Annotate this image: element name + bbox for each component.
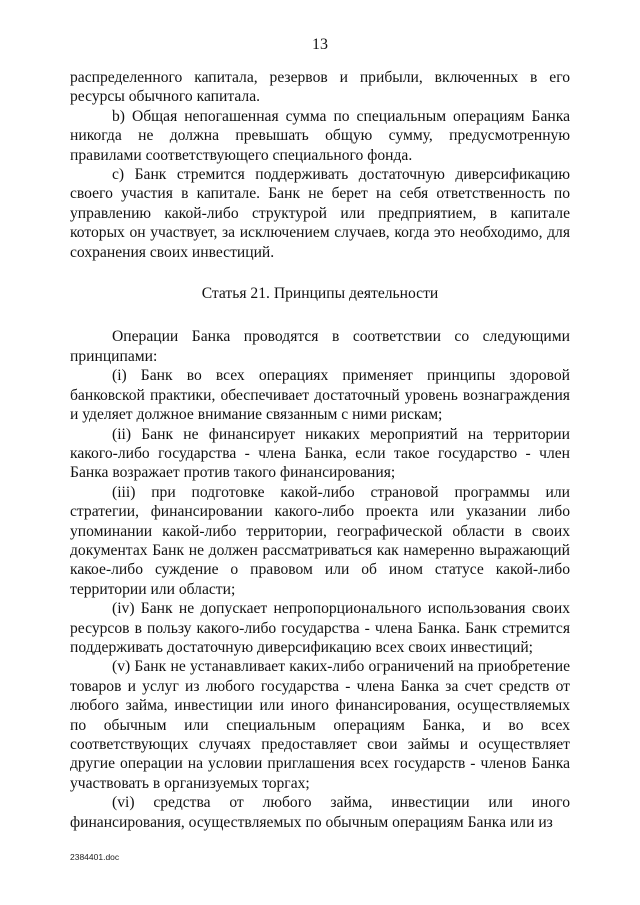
paragraph-c: c) Банк стремится поддерживать достаточную диверсификацию своего участия в капитале. Банк не берет на себя ответственность по управлению какой-либо структурой или предприятием, в капитале которых он участвует, за исключением случаев, когда это необходимо, для сохранения своих инвестиций. [70,166,570,261]
principle-item: (i) Банк во всех операциях применяет принципы здоровой банковской практики, обеспечивает достаточный уровень вознаграждения и уделяет должное внимание связанным с ними рискам; [70,367,570,424]
article-heading: Статья 21. Принципы деятельности [201,285,439,303]
principle-item: (v) Банк не устанавливает каких-либо ограничений на приобретение товаров и услуг из любого государства - члена Банка за счет средств от любого займа, инвестиции или иного финансирования, осуществляемых по обычным или специальным операциям Банка, и во всех соответствующих случаях предоставляет свои займы и осуществляет другие операции на условии приглашения всех государств - членов Банка участвовать в организуемых торгах; [70,658,570,792]
paragraph-continuation: распределенного капитала, резервов и прибыли, включенных в его ресурсы обычного капитала. [70,69,570,106]
principles-intro: Операции Банка проводятся в соответствии со следующими принципами: [70,328,570,365]
principle-item: (iii) при подготовке какой-либо страновой программы или стратегии, финансировании какого-либо проекта или указании либо упоминании какой-либо территории, географической области в своих документах Банк не должен рассматриваться как намеренно выражающий какое-либо суждение о правовом или об ином статусе какой-либо территории или области; [70,483,570,598]
document-body [70,68,570,832]
principle-item: (iv) Банк не допускает непропорционального использования своих ресурсов в пользу какого-либо государства - члена Банка. Банк стремится поддерживать достаточную диверсификацию всех своих инвестиций; [70,600,570,656]
paragraph-b: b) Общая непогашенная сумма по специальным операциям Банка никогда не должна превышать общую сумму, предусмотренную правилами соответствующего специального фонда. [70,107,570,164]
principle-item: (ii) Банк не финансирует никаких мероприятий на территории какого-либо государства - члена Банка, если такое государство - член Банка возражает против такого финансирования; [70,425,570,482]
principle-item: (vi) средства от любого займа, инвестиции или иного финансирования, осуществляемых по обычным операциям Банка или из [70,794,570,831]
file-name-footer: 2384401.doc [70,852,120,862]
page-number: 13 [312,36,328,53]
